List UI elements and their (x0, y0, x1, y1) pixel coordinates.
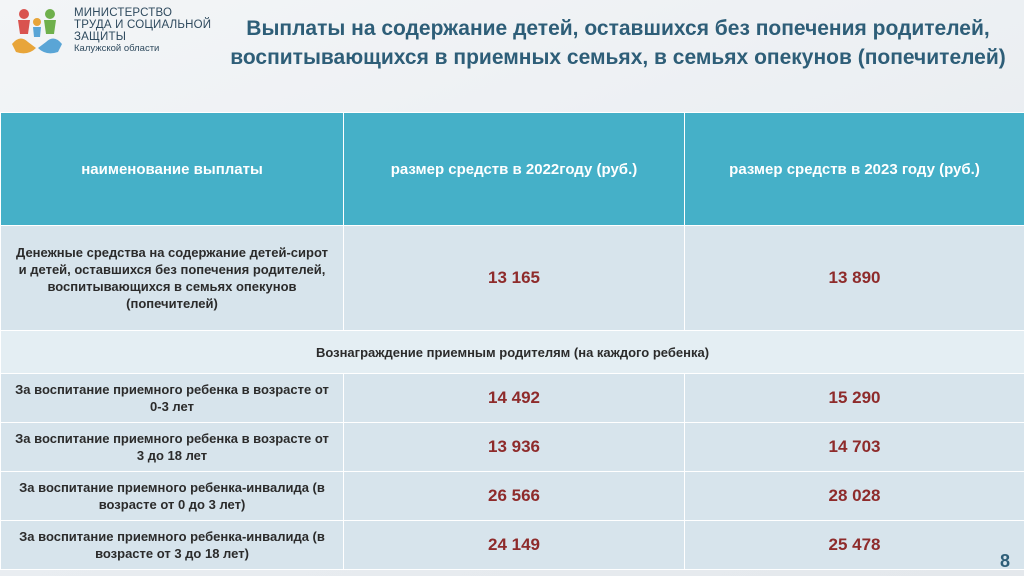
ministry-region: Калужской области (74, 43, 160, 54)
row-value-2023: 14 703 (685, 423, 1024, 472)
row-label: За воспитание приемного ребенка-инвалида (в возрасте от 0 до 3 лет) (1, 472, 344, 521)
ministry-name-line-3: ЗАЩИТЫ (74, 31, 127, 43)
row-label: За воспитание приемного ребенка в возрасте от 3 до 18 лет (1, 423, 344, 472)
section-label: Вознаграждение приемным родителям (на каждого ребенка) (1, 331, 1024, 374)
family-hands-logo-icon (6, 4, 68, 60)
row-value-2022: 14 492 (344, 374, 685, 423)
page-title: Выплаты на содержание детей, оставшихся без попечения родителей, воспитывающихся в приемных семьях, в семьях опекунов (попечителей) (230, 17, 1006, 69)
row-value-2023: 15 290 (685, 374, 1024, 423)
ministry-logo (6, 4, 226, 60)
ministry-name-line-1: МИНИСТЕРСТВО (74, 7, 173, 19)
row-label: Денежные средства на содержание детей-сирот и детей, оставшихся без попечения родителей, воспитывающихся в семьях опекунов (попечителей) (1, 226, 344, 331)
row-value-2023: 25 478 (685, 521, 1024, 570)
payments-table (0, 112, 1024, 570)
table-row (1, 374, 1024, 423)
table-row (1, 226, 1024, 331)
ministry-name (74, 7, 211, 55)
column-header-2022: размер средств в 2022году (руб.) (344, 113, 685, 226)
ministry-name-line-2: ТРУДА И СОЦИАЛЬНОЙ (74, 19, 212, 31)
row-label: За воспитание приемного ребенка в возрасте от 0-3 лет (1, 374, 344, 423)
column-header-name: наименование выплаты (1, 113, 344, 226)
page-number: 8 (999, 551, 1010, 571)
row-value-2022: 13 165 (344, 226, 685, 331)
table-row (1, 521, 1024, 570)
row-value-2023: 13 890 (685, 226, 1024, 331)
column-header-2023: размер средств в 2023 году (руб.) (685, 113, 1024, 226)
row-value-2023: 28 028 (685, 472, 1024, 521)
section-row (1, 331, 1024, 374)
row-value-2022: 13 936 (344, 423, 685, 472)
row-value-2022: 26 566 (344, 472, 685, 521)
table-row (1, 423, 1024, 472)
row-value-2022: 24 149 (344, 521, 685, 570)
table-row (1, 472, 1024, 521)
row-label: За воспитание приемного ребенка-инвалида (в возрасте от 3 до 18 лет) (1, 521, 344, 570)
table-header-row (1, 113, 1024, 226)
